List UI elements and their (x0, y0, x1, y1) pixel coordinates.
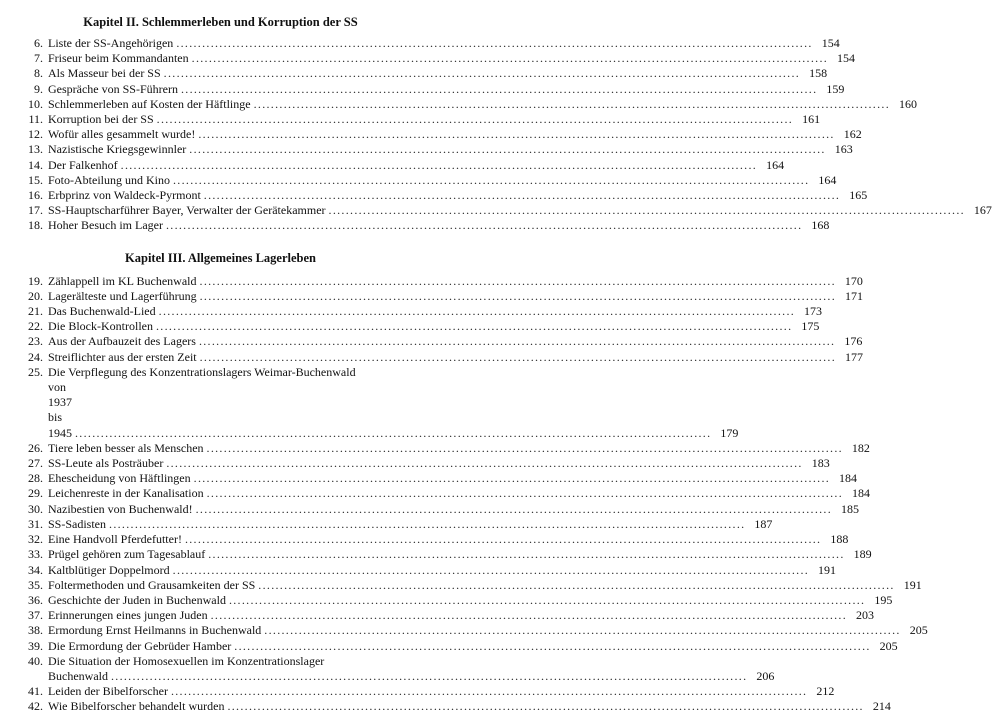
toc-entry (14, 684, 835, 699)
toc-entry (14, 142, 853, 157)
toc-entry-number: 42. (28, 699, 43, 714)
toc-entry-page: 188 (830, 532, 849, 547)
toc-entry (14, 532, 849, 547)
toc-entry-number: 31. (28, 516, 43, 531)
toc-dot-leader (200, 289, 836, 304)
toc-entry-number: 14. (28, 157, 43, 172)
toc-entry-title: Friseur beim Kommandanten (48, 51, 189, 66)
toc-entry-title: Prügel gehören zum Tagesablauf (48, 547, 206, 562)
toc-entry-title: Hoher Besuch im Lager (48, 218, 163, 233)
toc-entry-number: 40. (28, 653, 43, 668)
toc-dot-leader (200, 350, 836, 365)
toc-entry-page: 167 (973, 203, 992, 218)
toc-entry-page: 163 (834, 142, 853, 157)
toc-entry-title-continued: von 1937 bis 1945 (48, 380, 72, 440)
toc-entry-title: Nazistische Kriegsgewinnler (48, 142, 187, 157)
toc-dot-leader (211, 608, 847, 623)
chapter-3-entries (14, 273, 928, 715)
toc-entry-number: 24. (28, 349, 43, 364)
toc-entry-title: Die Ermordung der Gebrüder Hamber (48, 638, 232, 653)
toc-entry (14, 188, 868, 203)
toc-entry-number: 37. (28, 608, 43, 623)
toc-entry-page: 205 (879, 638, 898, 653)
toc-entry-page: 171 (845, 288, 864, 303)
toc-entry (14, 592, 893, 608)
toc-entry-number: 27. (28, 456, 43, 471)
toc-dot-leader (185, 532, 821, 547)
toc-entry (14, 288, 864, 304)
toc-entry (14, 51, 856, 66)
toc-dot-leader (196, 502, 832, 517)
toc-entry-page: 165 (849, 188, 868, 203)
toc-entry-title: Geschichte der Juden in Buchenwald (48, 592, 226, 607)
toc-dot-leader (166, 456, 802, 471)
toc-entry-page: 195 (874, 592, 893, 607)
toc-entry-title: Korruption bei der SS (48, 112, 154, 127)
toc-entry-number: 25. (28, 364, 43, 379)
toc-entry-title: Erbprinz von Waldeck-Pyrmont (48, 188, 201, 203)
toc-dot-leader (109, 517, 745, 532)
toc-entry-title: Als Masseur bei der SS (48, 66, 161, 81)
toc-entry (14, 157, 785, 173)
toc-entry-page: 164 (766, 157, 785, 172)
toc-entry-number: 34. (28, 562, 43, 577)
toc-entry-page: 191 (903, 577, 922, 592)
toc-entry-number: 28. (28, 471, 43, 486)
toc-entry-number: 9. (34, 81, 43, 96)
toc-entry-page: 158 (809, 66, 828, 81)
toc-entry-page: 164 (818, 172, 837, 187)
toc-dot-leader (264, 623, 900, 638)
toc-entry-title: SS-Sadisten (48, 516, 107, 531)
toc-entry (14, 547, 872, 562)
toc-entry-title: Nazibestien von Buchenwald! (48, 501, 193, 516)
toc-entry (14, 334, 863, 349)
toc-entry-page: 170 (844, 273, 863, 288)
toc-entry-line (14, 380, 739, 441)
toc-dot-leader (329, 203, 965, 218)
chapter-2-title: Kapitel II. Schlemmerleben und Korruption der SS (83, 15, 358, 29)
toc-entry (14, 653, 775, 684)
toc-entry-title: Gespräche von SS-Führern (48, 81, 178, 96)
toc-dot-leader (164, 66, 800, 81)
toc-entry-title: Liste der SS-Angehörigen (48, 36, 174, 50)
toc-entry-title: Aus der Aufbauzeit des Lagers (48, 334, 196, 349)
toc-entry-page: 187 (754, 516, 773, 531)
toc-entry-page: 179 (720, 425, 739, 440)
toc-entry-page: 177 (845, 349, 864, 364)
toc-entry-page: 185 (841, 501, 860, 516)
toc-entry (14, 203, 992, 218)
toc-entry-number: 30. (28, 501, 43, 516)
toc-entry-number: 6. (34, 36, 43, 50)
toc-entry-number: 18. (28, 218, 43, 233)
toc-entry (14, 172, 837, 188)
toc-entry-page: 175 (801, 319, 820, 334)
toc-entry (14, 112, 821, 127)
toc-entry-title: Die Block-Kontrollen (48, 319, 153, 334)
toc-entry-number: 15. (28, 172, 43, 187)
toc-entry-title: Schlemmerleben auf Kosten der Häftlinge (48, 96, 251, 111)
toc-entry-page: 159 (826, 81, 845, 96)
toc-entry-title: Streiflichter aus der ersten Zeit (48, 349, 197, 364)
toc-entry-title: Kaltblütiger Doppelmord (48, 562, 170, 577)
toc-entry-page: 154 (821, 36, 840, 50)
toc-entry-number: 29. (28, 486, 43, 501)
toc-entry (14, 608, 875, 623)
toc-dot-leader (227, 699, 863, 714)
toc-dot-leader (192, 51, 828, 66)
toc-dot-leader (157, 112, 793, 127)
toc-entry-number: 16. (28, 188, 43, 203)
toc-entry-line (14, 654, 421, 669)
toc-dot-leader (208, 547, 844, 562)
toc-entry-title: Zählappell im KL Buchenwald (48, 273, 197, 288)
toc-entry-title: Wie Bibelforscher behandelt wurden (48, 699, 225, 714)
toc-entry-number: 32. (28, 532, 43, 547)
toc-entry-number: 19. (28, 273, 43, 288)
toc-dot-leader (204, 188, 840, 203)
toc-dot-leader (207, 486, 843, 501)
toc-entry (14, 36, 840, 51)
toc-entry-title: Foto-Abteilung und Kino (48, 172, 170, 187)
toc-entry (14, 562, 837, 578)
toc-entry-number: 35. (28, 577, 43, 592)
toc-entry-page: 212 (816, 684, 835, 699)
toc-entry-page: 205 (909, 623, 928, 638)
toc-dot-leader (229, 593, 865, 608)
toc-entry-page: 154 (837, 51, 856, 66)
toc-dot-leader (159, 304, 795, 319)
chapter-2-entries (14, 36, 992, 234)
toc-dot-leader (254, 97, 890, 112)
toc-dot-leader (199, 334, 835, 349)
toc-entry-page: 176 (844, 334, 863, 349)
toc-entry (14, 127, 862, 142)
toc-entry-title-continued: Buchenwald (48, 668, 108, 683)
toc-dot-leader (181, 82, 817, 97)
toc-entry (14, 364, 739, 441)
toc-entry-number: 17. (28, 203, 43, 218)
toc-dot-leader (166, 218, 802, 233)
toc-entry (14, 66, 828, 81)
toc-entry-number: 8. (34, 66, 43, 81)
toc-entry-page: 162 (843, 127, 862, 142)
toc-entry-number: 10. (28, 96, 43, 111)
toc-entry-title: Leichenreste in der Kanalisation (48, 486, 204, 501)
toc-entry-number: 23. (28, 334, 43, 349)
toc-entry-number: 39. (28, 638, 43, 653)
toc-entry-title: Ermordung Ernst Heilmanns in Buchenwald (48, 623, 262, 638)
toc-entry-number: 13. (28, 142, 43, 157)
toc-entry-page: 173 (804, 304, 823, 319)
toc-entry-number: 11. (28, 112, 43, 127)
toc-entry (14, 304, 823, 319)
toc-entry-page: 183 (811, 456, 830, 471)
toc-entry-page: 203 (856, 608, 875, 623)
toc-entry-title: SS-Hauptscharführer Bayer, Verwalter der Gerätekammer (48, 203, 326, 218)
toc-dot-leader (258, 578, 894, 593)
toc-entry-line (14, 365, 421, 380)
toc-entry-number: 26. (28, 440, 43, 455)
toc-entry (14, 218, 830, 233)
toc-entry-page: 191 (818, 562, 837, 577)
toc-entry-title: Die Verpflegung des Konzentrationslagers Weimar-Buchenwald (48, 364, 356, 379)
toc-entry-number: 41. (28, 684, 43, 699)
toc-entry (14, 699, 891, 714)
toc-entry-title: Foltermethoden und Grausamkeiten der SS (48, 577, 256, 592)
toc-entry-number: 36. (28, 592, 43, 607)
toc-dot-leader (173, 173, 809, 188)
toc-entry-number: 22. (28, 319, 43, 334)
toc-entry (14, 96, 917, 112)
toc-entry-page: 214 (872, 699, 891, 714)
toc-entry (14, 81, 845, 97)
toc-entry-title: Wofür alles gesammelt wurde! (48, 127, 196, 142)
toc-entry (14, 486, 871, 501)
toc-dot-leader (194, 471, 830, 486)
toc-entry-title: Leiden der Bibelforscher (48, 684, 168, 699)
toc-entry-title: Das Buchenwald-Lied (48, 304, 156, 319)
toc-dot-leader (176, 36, 812, 51)
toc-entry (14, 456, 830, 471)
toc-dot-leader (75, 426, 711, 441)
toc-entry (14, 516, 773, 532)
toc-dot-leader (121, 158, 757, 173)
toc-entry-page: 184 (852, 486, 871, 501)
toc-entry-title: Erinnerungen eines jungen Juden (48, 608, 208, 623)
toc-entry-number: 21. (28, 304, 43, 319)
toc-dot-leader (173, 563, 809, 578)
toc-entry (14, 440, 870, 456)
toc-entry (14, 471, 858, 486)
toc-entry-page: 182 (851, 440, 870, 455)
toc-dot-leader (189, 142, 825, 157)
toc-entry-number: 20. (28, 288, 43, 303)
toc-dot-leader (111, 669, 747, 684)
toc-entry-line (14, 668, 775, 684)
toc-dot-leader (200, 274, 836, 289)
chapter-3-title: Kapitel III. Allgemeines Lagerleben (125, 250, 316, 265)
toc-entry-page: 161 (802, 112, 821, 127)
toc-entry-page: 160 (899, 96, 917, 111)
toc-entry-number: 12. (28, 127, 43, 142)
toc-entry-number: 38. (28, 623, 43, 638)
toc-entry-title: Der Falkenhof (48, 157, 118, 172)
toc-entry (14, 273, 863, 289)
toc-entry-number: 33. (28, 547, 43, 562)
toc-entry-title: Ehescheidung von Häftlingen (48, 471, 191, 486)
toc-entry (14, 623, 928, 638)
toc-dot-leader (207, 441, 843, 456)
toc-entry (14, 319, 820, 334)
toc-entry-title: SS-Leute als Posträuber (48, 456, 164, 471)
toc-entry-title: Tiere leben besser als Menschen (48, 440, 204, 455)
toc-entry (14, 638, 898, 654)
toc-dot-leader (156, 319, 792, 334)
toc-entry (14, 349, 864, 365)
toc-entry-title: Die Situation der Homosexuellen im Konzentrationslager (48, 653, 325, 668)
toc-entry-number: 7. (34, 51, 43, 66)
toc-entry-page: 184 (839, 471, 858, 486)
toc-entry-page: 189 (853, 547, 872, 562)
toc-entry-title: Eine Handvoll Pferdefutter! (48, 532, 182, 547)
toc-entry-page: 206 (756, 668, 775, 683)
toc-entry (14, 577, 922, 593)
toc-dot-leader (171, 684, 807, 699)
toc-entry (14, 501, 860, 517)
toc-dot-leader (198, 127, 834, 142)
toc-entry-title: Lagerälteste und Lagerführung (48, 288, 197, 303)
toc-dot-leader (234, 639, 870, 654)
toc-entry-page: 168 (811, 218, 830, 233)
